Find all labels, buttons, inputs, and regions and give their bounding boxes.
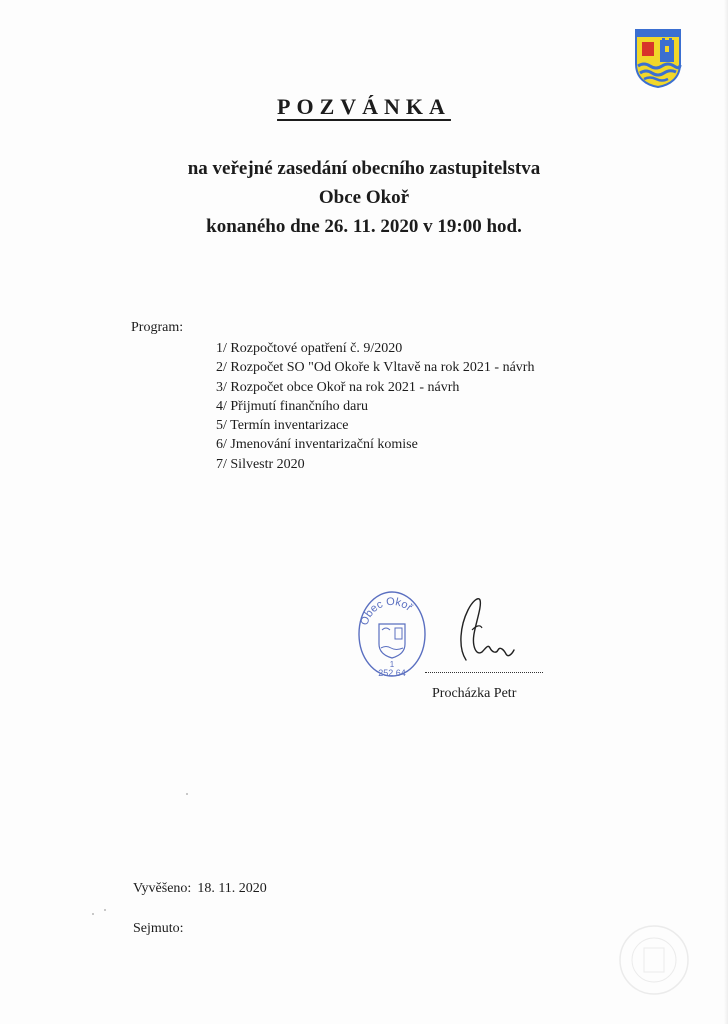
faint-stamp-mark <box>616 922 692 998</box>
program-item: 4/ Přijmutí finančního daru <box>216 398 369 414</box>
paper-speck <box>92 913 94 915</box>
document-title: POZVÁNKA <box>277 94 451 119</box>
program-item: 6/ Jmenování inventarizační komise <box>216 437 418 453</box>
program-item: 5/ Termín inventarizace <box>216 418 349 434</box>
posted-row <box>133 881 267 897</box>
removed-label: Sejmuto: <box>133 921 184 936</box>
program-item: 1/ Rozpočtové opatření č. 9/2020 <box>216 341 403 356</box>
page-edge-shadow <box>724 0 728 1024</box>
handwritten-signature <box>452 590 522 670</box>
heading-line-1: na veřejné zasedání obecního zastupitelstva <box>187 158 541 179</box>
heading-line-2: Obce Okoř <box>318 187 410 208</box>
program-list <box>216 339 534 474</box>
municipal-crest-icon <box>634 28 682 88</box>
heading-line-3: konaného dne 26. 11. 2020 v 19:00 hod. <box>206 216 522 237</box>
stamp-text-top: Obec Okoř <box>358 595 415 627</box>
posted-date: 18. 11. 2020 <box>197 881 267 896</box>
program-label: Program: <box>131 320 184 335</box>
posted-label: Vyvěšeno: <box>133 881 192 896</box>
program-item: 2/ Rozpočet SO "Od Okoře k Vltavě na rok 2021 - návrh <box>216 360 535 376</box>
program-item: 7/ Silvestr 2020 <box>216 456 305 472</box>
signer-name: Procházka Petr <box>432 686 517 701</box>
paper-speck <box>104 909 106 911</box>
paper-speck <box>186 793 188 795</box>
official-stamp <box>357 590 427 680</box>
program-item: 3/ Rozpočet obce Okoř na rok 2021 - návrh <box>216 379 460 395</box>
stamp-number: 1 <box>389 660 395 669</box>
signature-line <box>425 672 543 673</box>
stamp-postcode: 252 64 <box>378 668 406 678</box>
